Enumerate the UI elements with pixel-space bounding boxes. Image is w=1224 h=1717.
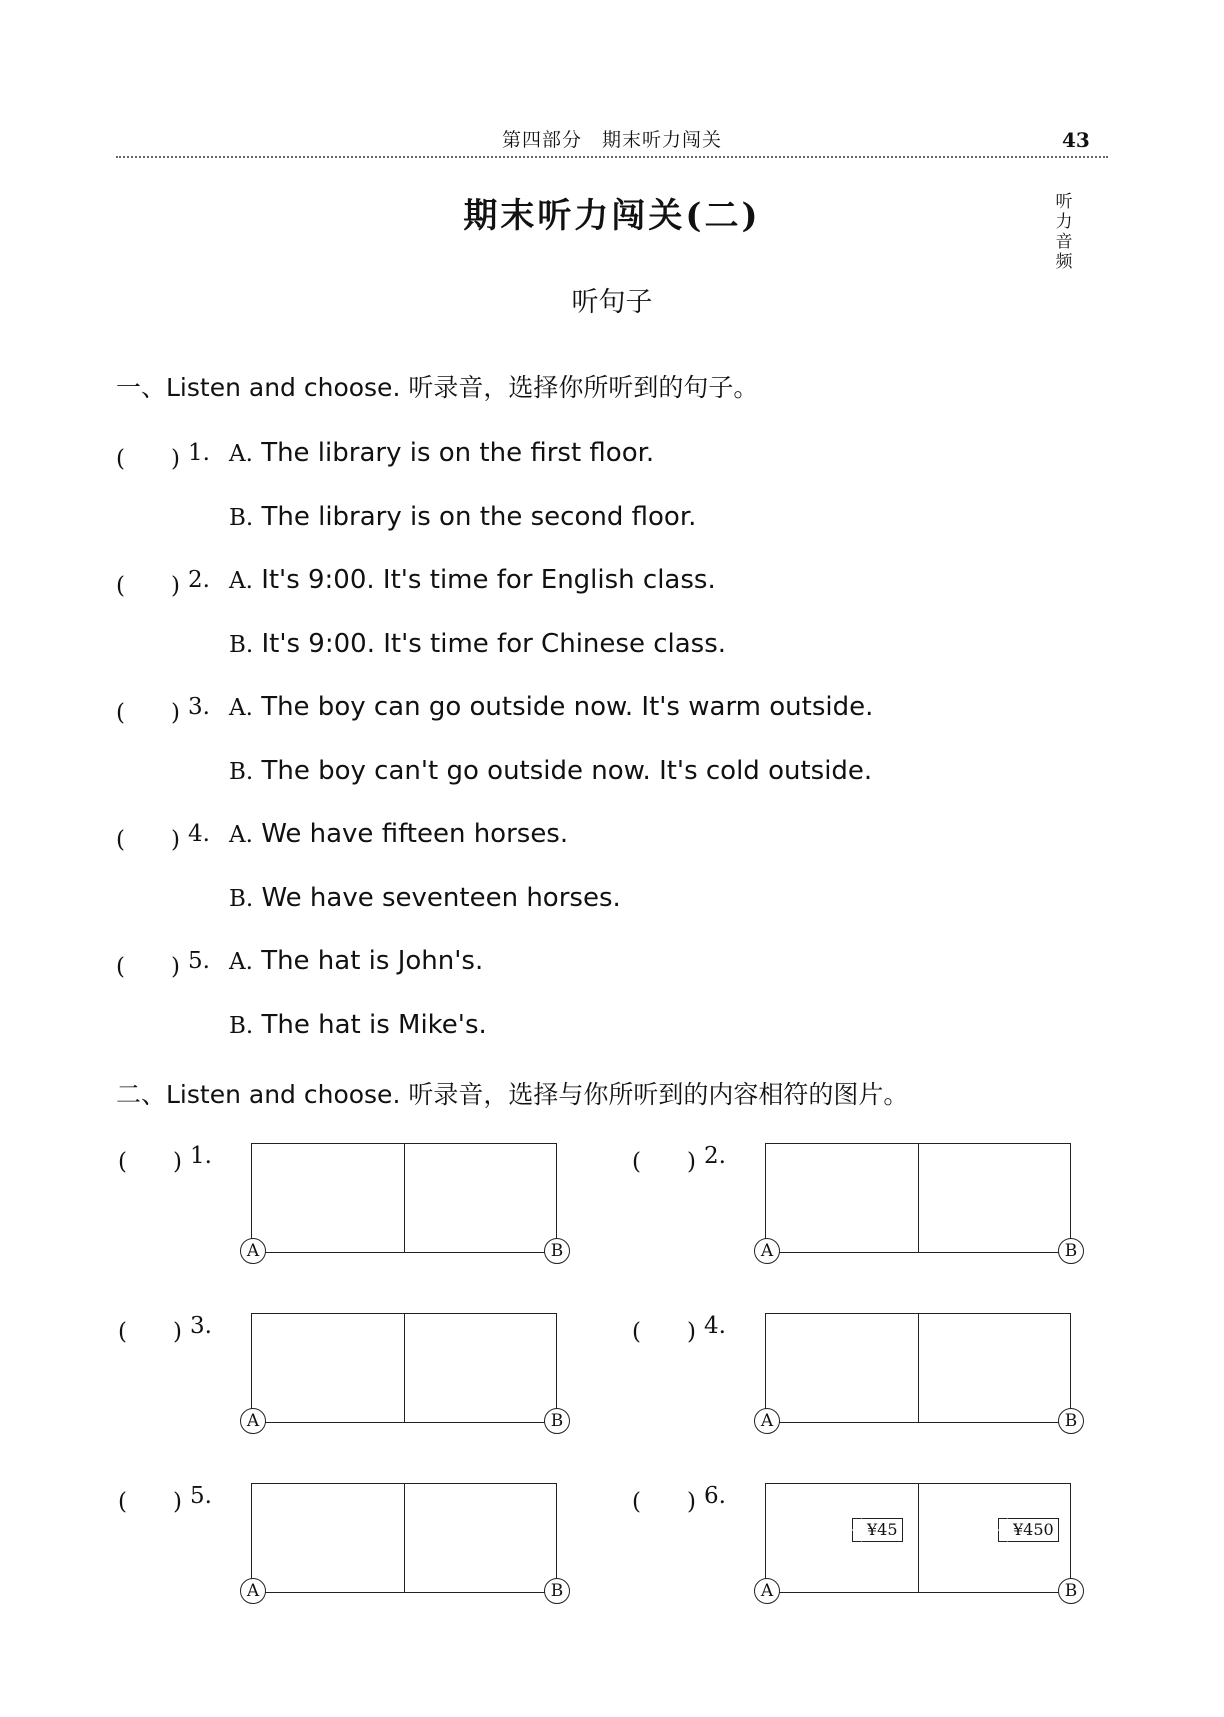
answer-blank[interactable]: ( )	[118, 1149, 182, 1175]
option-b	[229, 756, 872, 786]
picture-divider	[918, 1144, 919, 1252]
label-b[interactable]: B	[1058, 1578, 1084, 1604]
picture-divider	[918, 1484, 919, 1592]
option-letter-b: B.	[229, 632, 254, 658]
option-b	[229, 883, 621, 913]
answer-blank[interactable]: ( )	[116, 954, 180, 980]
option-a	[229, 946, 483, 976]
option-b	[229, 629, 726, 659]
answer-blank[interactable]: ( )	[632, 1489, 696, 1515]
question-number: 1.	[188, 440, 210, 466]
label-a[interactable]: A	[240, 1238, 266, 1264]
question-number: 3.	[188, 694, 210, 720]
question-number: 5.	[188, 948, 210, 974]
question-number: 4.	[188, 821, 210, 847]
picture-question-6	[632, 1483, 1162, 1623]
picture-frame	[760, 1313, 1078, 1431]
price-tag-b: ¥450	[998, 1518, 1059, 1542]
label-b[interactable]: B	[544, 1238, 570, 1264]
price-tag-a: ¥45	[852, 1518, 903, 1542]
option-a	[229, 565, 716, 595]
label-a[interactable]: A	[240, 1578, 266, 1604]
answer-blank[interactable]: ( )	[116, 573, 180, 599]
option-letter-a: A.	[229, 949, 253, 975]
option-letter-a: A.	[229, 822, 253, 848]
option-letter-b: B.	[229, 886, 254, 912]
label-b[interactable]: B	[544, 1408, 570, 1434]
answer-blank[interactable]: ( )	[118, 1489, 182, 1515]
option-a	[229, 692, 873, 722]
picture-question-5	[118, 1483, 648, 1623]
part2-heading: 二、Listen and choose. 听录音，选择与你所听到的内容相符的图片。	[116, 1080, 909, 1109]
answer-blank[interactable]: ( )	[116, 827, 180, 853]
answer-blank[interactable]: ( )	[118, 1319, 182, 1345]
picture-frame	[246, 1143, 564, 1261]
option-b-text: The hat is Mike's.	[261, 1010, 487, 1040]
picture-question-1	[118, 1143, 648, 1283]
option-b	[229, 502, 696, 532]
picture-frame	[760, 1483, 1078, 1601]
picture-divider	[404, 1484, 405, 1592]
option-letter-b: B.	[229, 505, 254, 531]
option-a	[229, 438, 654, 468]
option-letter-a: A.	[229, 568, 253, 594]
option-b	[229, 1010, 487, 1040]
option-letter-a: A.	[229, 695, 253, 721]
option-a-text: The hat is John's.	[261, 946, 484, 976]
picture-divider	[404, 1314, 405, 1422]
question-number: 1.	[190, 1143, 212, 1169]
label-b[interactable]: B	[1058, 1408, 1084, 1434]
option-letter-a: A.	[229, 441, 253, 467]
question-number: 2.	[704, 1143, 726, 1169]
page-number: 43	[1062, 128, 1090, 152]
label-b[interactable]: B	[544, 1578, 570, 1604]
option-letter-b: B.	[229, 1013, 254, 1039]
part1-heading: 一、Listen and choose. 听录音，选择你所听到的句子。	[116, 373, 759, 402]
answer-blank[interactable]: ( )	[116, 700, 180, 726]
subtitle: 听句子	[571, 287, 653, 318]
document-title: 期末听力闯关(二)	[463, 196, 761, 236]
option-a-text: We have fifteen horses.	[261, 819, 569, 849]
option-a	[229, 819, 568, 849]
option-a-text: It's 9:00. It's time for English class.	[261, 565, 716, 595]
question-number: 3.	[190, 1313, 212, 1339]
option-b-text: The library is on the second floor.	[261, 502, 697, 532]
picture-frame	[246, 1483, 564, 1601]
question-number: 2.	[188, 567, 210, 593]
option-b-text: We have seventeen horses.	[261, 883, 621, 913]
label-b[interactable]: B	[1058, 1238, 1084, 1264]
picture-question-2	[632, 1143, 1162, 1283]
label-a[interactable]: A	[754, 1408, 780, 1434]
option-b-text: It's 9:00. It's time for Chinese class.	[261, 629, 727, 659]
picture-divider	[404, 1144, 405, 1252]
option-a-text: The library is on the first floor.	[261, 438, 655, 468]
label-a[interactable]: A	[754, 1578, 780, 1604]
label-a[interactable]: A	[240, 1408, 266, 1434]
header-rule	[116, 156, 1108, 158]
audio-tag[interactable]: 听力音频	[1055, 192, 1073, 272]
option-b-text: The boy can't go outside now. It's cold outside.	[261, 756, 873, 786]
answer-blank[interactable]: ( )	[116, 446, 180, 472]
answer-blank[interactable]: ( )	[632, 1319, 696, 1345]
picture-frame	[246, 1313, 564, 1431]
answer-blank[interactable]: ( )	[632, 1149, 696, 1175]
option-letter-b: B.	[229, 759, 254, 785]
picture-question-3	[118, 1313, 648, 1453]
question-number: 5.	[190, 1483, 212, 1509]
picture-divider	[918, 1314, 919, 1422]
question-number: 4.	[704, 1313, 726, 1339]
option-a-text: The boy can go outside now. It's warm outside.	[261, 692, 874, 722]
picture-question-4	[632, 1313, 1162, 1453]
header-title: 第四部分 期末听力闯关	[501, 129, 722, 151]
picture-frame	[760, 1143, 1078, 1261]
label-a[interactable]: A	[754, 1238, 780, 1264]
question-number: 6.	[704, 1483, 726, 1509]
